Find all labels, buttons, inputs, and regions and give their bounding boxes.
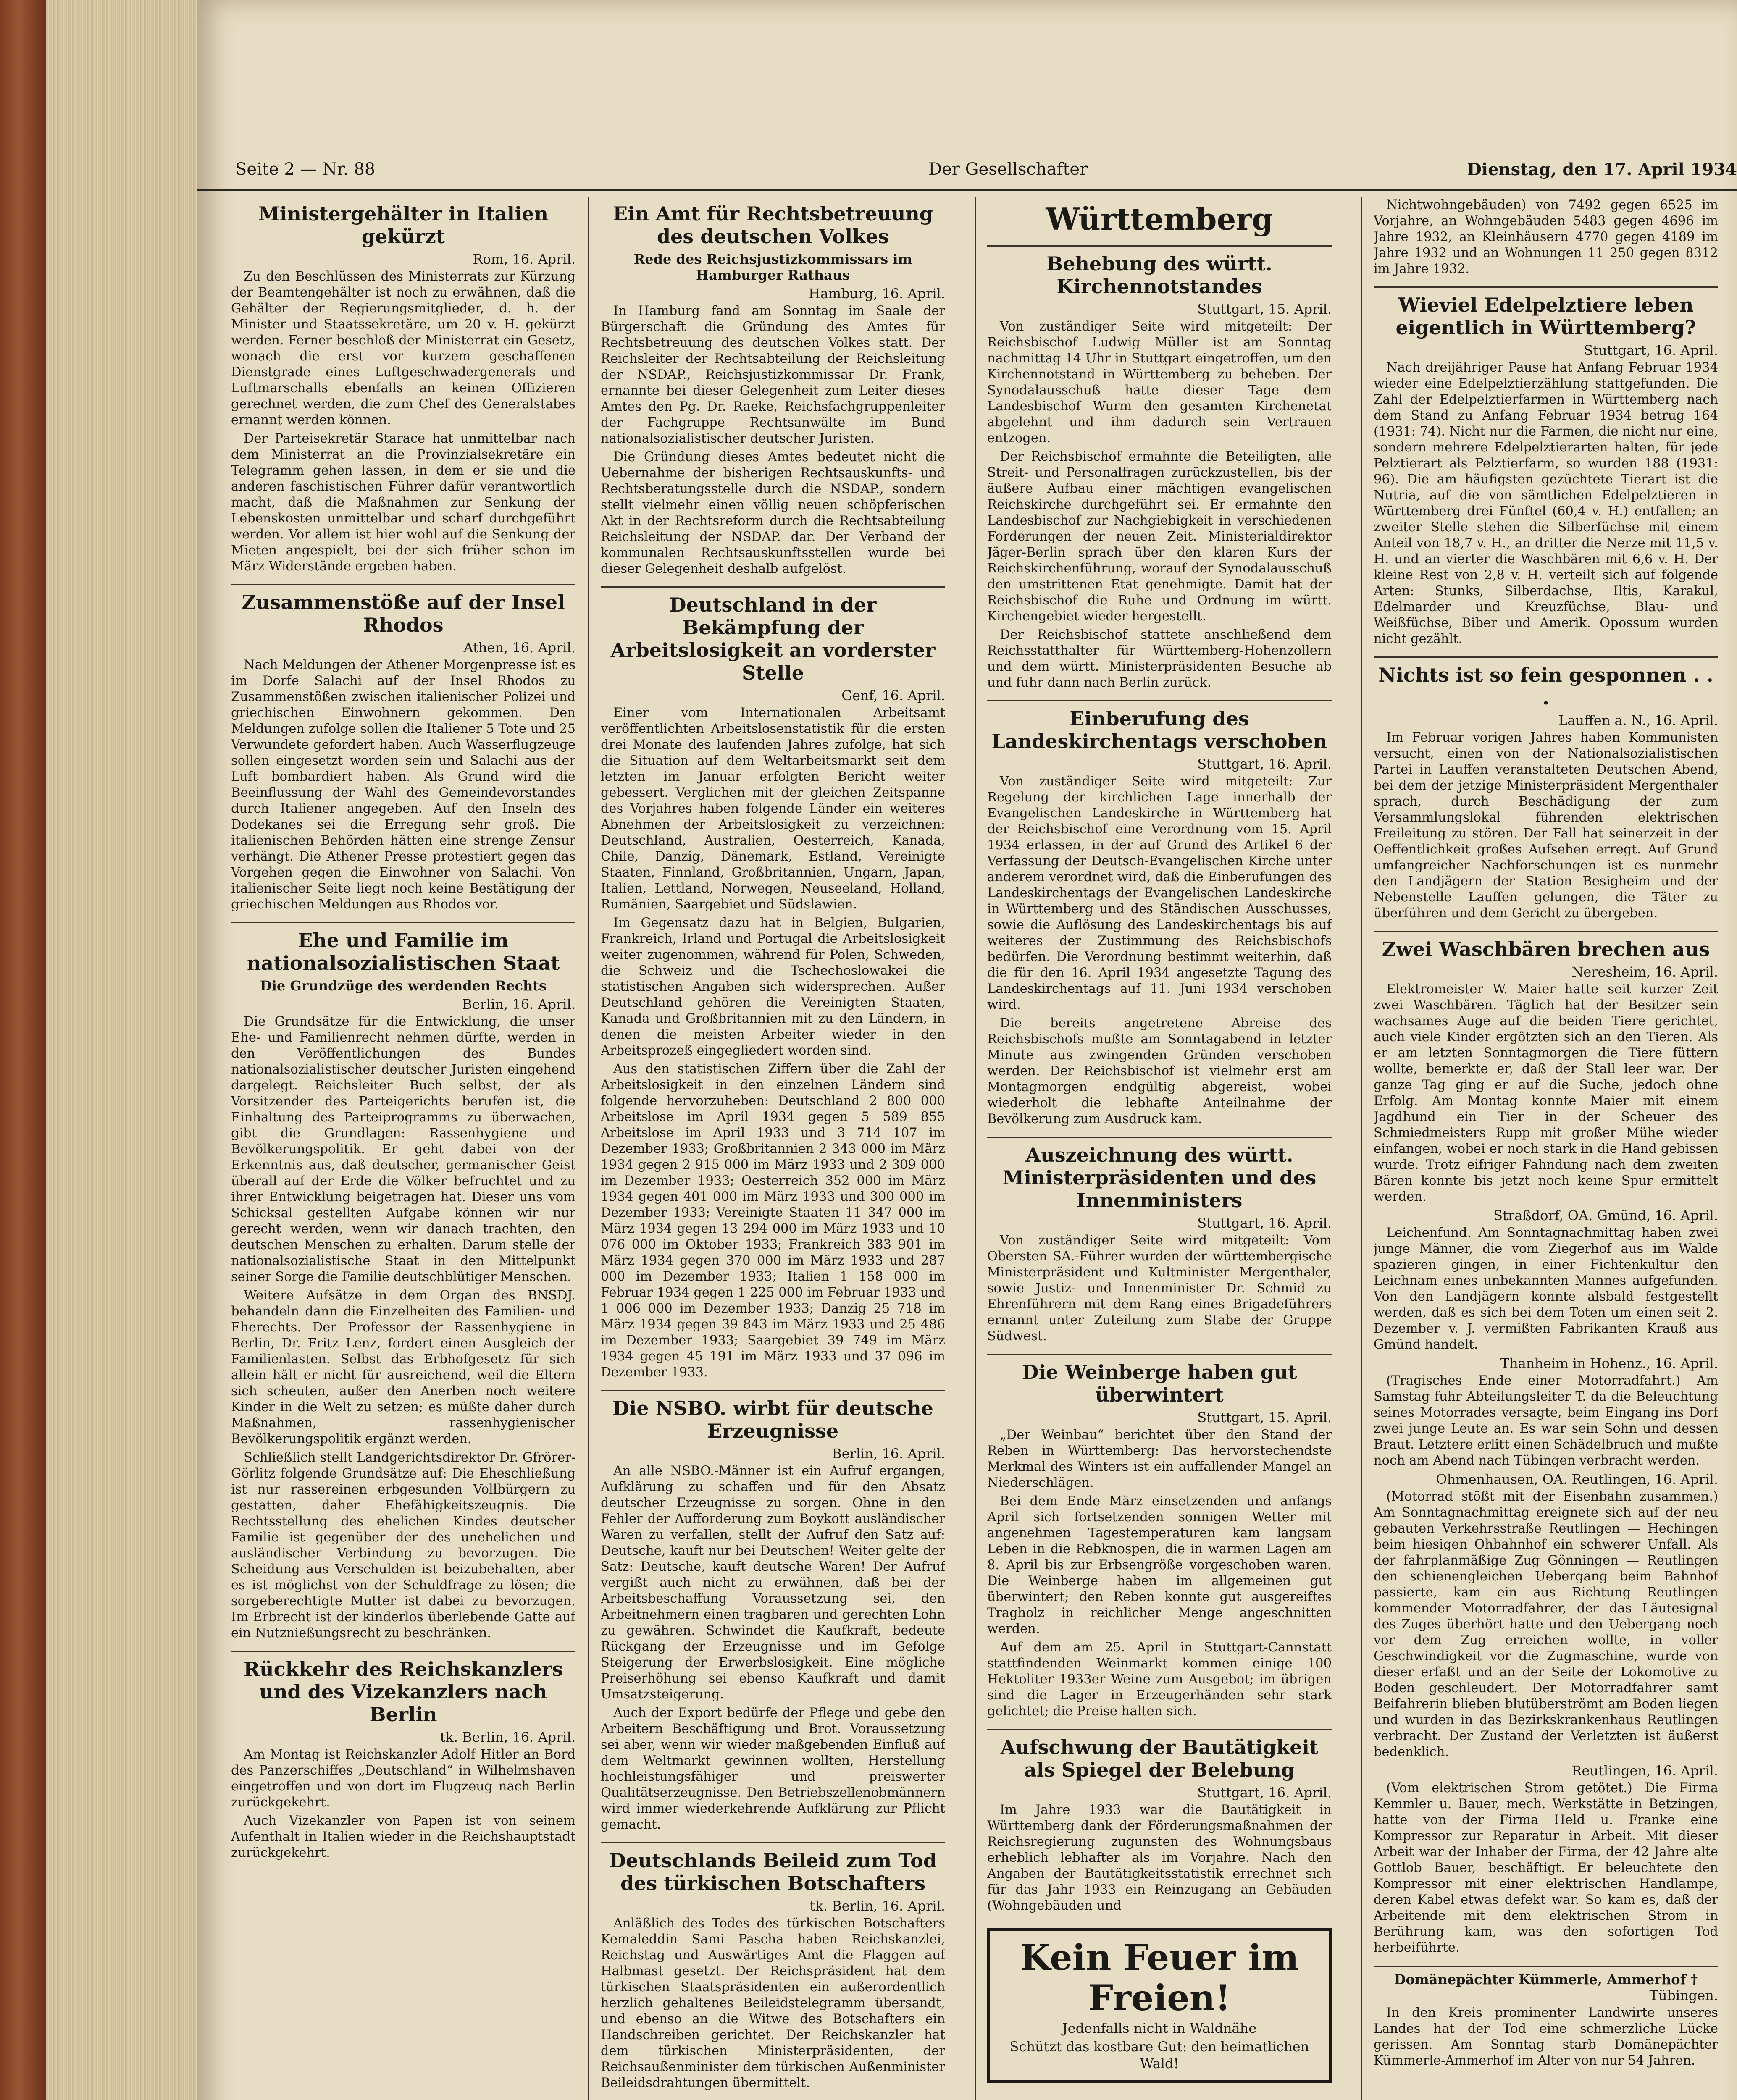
paragraph: Weitere Aufsätze in dem Organ des BNSDJ. behandeln dann die Einzelheiten des Familien- und Eherechts. Der Professor der Rassenhygiene in Berlin, Dr. Fritz Lenz, fordert einen Ausgleich der Familienlasten. Selbst das Erbhofgesetz für sich allein hält er nicht für ausreichend, weil die Eltern sich scheuten, außer den Anerben noch weitere Kinder in die Welt zu setzen; es müßte daher durch Maßnahmen, rassenhygienischer Bevölkerungspolitik ergänzt werden. (231, 1288, 575, 1446)
column-2 (601, 197, 945, 2100)
article (1374, 664, 1718, 921)
article (1374, 1763, 1718, 1956)
article-separator (987, 700, 1332, 701)
paragraph: Nach dreijähriger Pause hat Anfang Februar 1934 wieder eine Edelpelztierzählung stattgefunden. Die Zahl der Edelpelztierfarmen in Württemberg nach dem Stand zu Anfang Februar 1934 betrug 164 (1931: 74). Nicht nur die Farmen, die nicht nur eine, sondern mehrere Edelpelztierarten halten, für jede Pelztierart als Pelztierfarm, so wurden 188 (1931: 96). Die am häufigsten gezüchtete Tierart ist die Nutria, auf die von sämtlichen Edelpelztieren in Württemberg drei Fünftel (60,4 v. H.) entfallen; an zweiter Stelle stehen die Silberfüchse mit einem Anteil von 18,7 v. H., an dritter die Nerze mit 11,5 v. H. und an vierter die Waschbären mit 6,6 v. H. Der kleine Rest von 2,8 v. H. verteilt sich auf folgende Arten: Stunks, Silberdachse, Iltis, Karakul, Edelmarder und Kreuzfüchse, Blau- und Weißfüchse, Biber und Amerik. Opossum wurden nicht gezählt. (1374, 360, 1718, 646)
column-3 (987, 197, 1332, 2100)
dateline: Hamburg, 16. April. (808, 286, 945, 302)
article (231, 202, 575, 575)
article (231, 929, 575, 1641)
article (601, 1849, 945, 2091)
paragraph: „Der Weinbau“ berichtet über den Stand der Reben in Württemberg: Das hervorstechendste Merkmal des Winters ist ein auffallender Mangel an Niederschlägen. (987, 1428, 1332, 1490)
article-separator (987, 1137, 1332, 1138)
column-rule (1361, 197, 1362, 2100)
paragraph: Leichenfund. Am Sonntagnachmittag haben zwei junge Männer, die vom Ziegerhof aus im Walde spazieren gingen, in einer Fichtenkultur den Leichnam eines unbekannten Mannes aufgefunden. Von den Landjägern konnte alsbald festgestellt werden, daß es sich bei dem Toten um einen seit 2. Dezember v. J. vermißten Fabrikanten Krauß aus Gmünd handelt. (1374, 1226, 1718, 1352)
article-headline: Behebung des württ. Kirchennotstandes (1046, 252, 1272, 298)
dateline: Stuttgart, 16. April. (1197, 756, 1332, 772)
column-4 (1374, 197, 1718, 2100)
dateline: Genf, 16. April. (841, 688, 945, 704)
paragraph: Bei dem Ende März einsetzenden und anfangs April sich fortsetzenden sonnigen Wetter mit angenehmen Tagestemperaturen kam langsam Leben in die Rebknospen, die in warmen Lagen am 8. April bis zur Erbsengröße vorgeschoben waren. Die Weinberge haben im allgemeinen gut überwintert; den Reben konnte gut ausgereiftes Tragholz in reichlicher Menge angeschnitten werden. (987, 1494, 1332, 1636)
paragraph: Der Reichsbischof ermahnte die Beteiligten, alle Streit- und Personalfragen zurückzustellen, bis der äußere Aufbau einer mächtigen evangelischen Reichskirche durchgeführt sei. Er ermahnte den Landesbischof zur Nachgiebigkeit in verschiedenen Forderungen der neuen Zeit. Ministerialdirektor Jäger-Berlin sprach über den klaren Kurs der Reichskirchenführung, worauf der Synodalausschuß den umstrittenen Etat genehmigte. Damit hat der Reichsbischof die Ruhe und Ordnung im württ. Kirchengebiet wieder hergestellt. (987, 449, 1332, 624)
article (231, 591, 575, 913)
paragraph: Am Montag ist Reichskanzler Adolf Hitler an Bord des Panzerschiffes „Deutschland“ in Wilhelmshaven eingetroffen und von dort im Flugzeug nach Berlin zurückgekehrt. (231, 1747, 575, 1810)
article-headline: Zusammenstöße auf der Insel Rhodos (242, 591, 565, 636)
paragraph: (Vom elektrischen Strom getötet.) Die Firma Kemmler u. Bauer, mech. Werkstätte in Betzingen, hatte von der Firma Held u. Franke eine Kompressor zur Reparatur in Arbeit. Mit dieser Arbeit war der Inhaber der Firma, der 42 Jahre alte Gottlob Bauer, beschäftigt. Er beleuchtete den Kompressor mit einer elektrischen Handlampe, deren Kabel etwas defekt war. So kam es, daß der Arbeitende mit dem elektrischen Strom in Berührung kam, was den sofortigen Tod herbeiführte. (1374, 1781, 1718, 1955)
article-separator (1374, 286, 1718, 288)
dateline: Stuttgart, 16. April. (1197, 1785, 1332, 1801)
column-rule (975, 197, 976, 2100)
paragraph: An alle NSBO.-Männer ist ein Aufruf ergangen, Aufklärung zu schaffen und für den Absatz deutscher Erzeugnisse zu sorgen. Ohne in den Fehler der Aufforderung zum Boykott ausländischer Waren zu verfallen, stellt der Aufruf den Satz auf: Deutsche, kauft nur bei Deutschen! Weiter gelte der Satz: Deutsche, kauft deutsche Waren! Der Aufruf vergißt auch nicht zu erwähnen, daß bei der Arbeitsbeschaffung Voraussetzung sei, den Arbeitnehmern einen tragbaren und gerechten Lohn zu gewähren. Schwindet die Kaufkraft, bedeute Rückgang der Erzeugnisse und im Gefolge Steigerung der Erwerbslosigkeit. Eine mögliche Preiserhöhung sei ebenso Kaufkraft und damit Umsatzsteigerung. (601, 1464, 945, 1702)
article (601, 202, 945, 577)
article-separator (987, 245, 1332, 247)
dateline: Stuttgart, 16. April. (1584, 342, 1718, 358)
dateline: Neresheim, 16. April. (1571, 964, 1718, 980)
paragraph: In Hamburg fand am Sonntag im Saale der Bürgerschaft die Gründung des Amtes für Rechtsbetreuung des deutschen Volkes statt. Der Reichsleiter der Rechtsabteilung der Reichsleitung der NSDAP., Reichsjustizkommissar Dr. Frank, ernannte bei dieser Gelegenheit zum Leiter dieses Amtes den Pg. Dr. Raeke, Reichsfachgruppenleiter der Fachgruppe Rechtsanwälte im Bund nationalsozialistischer deutscher Juristen. (601, 304, 945, 446)
paragraph: Aus den statistischen Ziffern über die Zahl der Arbeitslosigkeit in den einzelnen Ländern sind folgende hervorzuheben: Deutschland 2 800 000 Arbeitslose im April 1934 gegen 5 589 855 Arbeitslose im April 1933 und 3 714 107 im Dezember 1933; Großbritannien 2 343 000 im März 1934 gegen 2 915 000 im März 1933 und 2 309 000 im Dezember 1933; Oesterreich 352 000 im März 1934 gegen 401 000 im März 1933 und 300 000 im Dezember 1933; Vereinigte Staaten 11 347 000 im März 1934 gegen 13 294 000 im März 1933 und 10 076 000 im Oktober 1933; Frankreich 383 901 im März 1934 gegen 370 000 im März 1933 und 287 000 im Dezember 1933; Italien 1 158 000 im Februar 1934 gegen 1 225 000 im Februar 1933 und 1 006 000 im Dezember 1933; Danzig 25 718 im März 1934 gegen 39 843 im März 1933 und 25 486 im Dezember 1933; Saargebiet 39 749 im März 1934 gegen 45 191 im März 1933 und 37 096 im Dezember 1933. (601, 1062, 945, 1380)
article-headline: Die Weinberge haben gut überwintert (1022, 1361, 1297, 1406)
book-spine (0, 0, 46, 2100)
article-separator (1374, 931, 1718, 932)
column-1 (231, 197, 575, 2100)
article-headline: Deutschlands Beileid zum Tod des türkischen Botschafters (609, 1849, 937, 1895)
dateline: Berlin, 16. April. (462, 996, 575, 1012)
dateline: Stuttgart, 16. April. (1197, 1215, 1332, 1231)
columns (231, 197, 1737, 2100)
article (987, 707, 1332, 1127)
dateline: Stuttgart, 15. April. (1197, 1410, 1332, 1425)
article (1374, 1208, 1718, 1353)
notice-line: Schützt das kostbare Gut: den heimatlichen Wald! (1009, 2039, 1309, 2071)
paragraph: Elektromeister W. Maier hatte seit kurzer Zeit zwei Waschbären. Täglich hat der Besitzer sein wachsames Auge auf die beiden Tiere gerichtet, auch viele Kinder ergötzten sich an den Tieren. Als er am letzten Sonntagmorgen die Tiere füttern wollte, bemerkte er, daß der Stall leer war. Der ganze Tag ging er auf die Suche, jedoch ohne Erfolg. Am Montag konnte Maier mit einem Jagdhund ein Tier in der Scheuer des Schmiedmeisters Rupp mit großer Mühe wieder einfangen, wobei er noch stark in die Hand gebissen wurde. Trotz eifriger Fahndung nach dem zweiten Bären konnte bis jetzt noch keine Spur ermittelt werden. (1374, 982, 1718, 1204)
article-separator (987, 1729, 1332, 1730)
article-separator (601, 1390, 945, 1391)
article-headline: Ein Amt für Rechtsbetreuung des deutschen Volkes (613, 202, 933, 248)
article (231, 1658, 575, 1861)
article (601, 1397, 945, 1833)
page-stack-edge (46, 0, 197, 2100)
paragraph: Die Gründung dieses Amtes bedeutet nicht die Uebernahme der bisherigen Rechtsauskunfts- und Rechtsberatungsstelle durch die NSDAP., sondern stellt vielmehr einen völlig neuen schöpferischen Akt in der Rechtsreform durch die Rechtsabteilung Reichsleitung der NSDAP. dar. Der Verband der kommunalen Rechtsauskunftsstellen wurde bei dieser Gelegenheit deshalb aufgelöst. (601, 450, 945, 576)
paragraph: (Tragisches Ende einer Motorradfahrt.) Am Samstag fuhr Abteilungsleiter T. da die Beleuchtung seines Motorrades versagte, beim Eingang ins Dorf zwei junge Leute an. Es war sein Sohn und dessen Braut. Letztere erlitt einen Schädelbruch und mußte noch am Abend nach Tübingen verbracht werden. (1374, 1373, 1718, 1468)
section-title: Württemberg (1046, 201, 1273, 237)
dateline: Thanheim in Hohenz., 16. April. (1500, 1355, 1718, 1371)
paragraph: Die Grundsätze für die Entwicklung, die unser Ehe- und Familienrecht nehmen dürfte, werden in den Veröffentlichungen des Bundes nationalsozialistischer deutscher Juristen eingehend dargelegt. Reichsleiter Buch selbst, der als Vorsitzender des Parteigerichts berufen ist, die Einhaltung des Parteiprogramms zu überwachen, gibt die Grundlagen: Rassenhygiene und Bevölkerungspolitik. Er geht dabei von der Erkenntnis aus, daß deutscher, germanischer Geist überall auf der Erde die Völker befruchtet und zu ihrer Entwicklung beigetragen hat. Dieser uns vom Schicksal gestellten Aufgabe können wir nur gerecht werden, wenn wir danach trachten, den deutschen Menschen zu erhalten. Darum stelle der nationalsozialistische Staat in den Mittelpunkt seiner Sorge die Familie deutschblütiger Menschen. (231, 1014, 575, 1284)
article (601, 593, 945, 1381)
page-number: Seite 2 — Nr. 88 (235, 160, 376, 179)
article-headline: Nichts ist so fein gesponnen . . . (1378, 664, 1713, 709)
article-separator (987, 1354, 1332, 1355)
paragraph: Auch Vizekanzler von Papen ist von seinem Aufenthalt in Italien wieder in die Reichshauptstadt zurückgekehrt. (231, 1814, 575, 1860)
article (987, 202, 1332, 236)
paragraph: Auch der Export bedürfe der Pflege und gebe den Arbeitern Beschäftigung und Brot. Voraussetzung sei aber, wenn wir wieder maßgebenden Einfluß auf dem Weltmarkt gewinnen wollten, Herstellung hochleistungsfähiger und preiswerter Qualitätserzeugnisse. Den Betriebszellenobmännern wird immer wiederkehrende Aufklärung zur Pflicht gemacht. (601, 1706, 945, 1832)
article-headline: Rückkehr des Reichskanzlers und des Vizekanzlers nach Berlin (243, 1658, 563, 1726)
article-headline: Domänepächter Kümmerle, Ammerhof † (1394, 1971, 1698, 1987)
article-headline: Auszeichnung des württ. Ministerpräsidenten und des Innenministers (1002, 1144, 1317, 1212)
article-headline: Ehe und Familie im nationalsozialistischen Staat (247, 929, 560, 974)
article (987, 252, 1332, 691)
article (1374, 1966, 1718, 2069)
notice-box (987, 1928, 1332, 2083)
article-separator (231, 584, 575, 585)
paragraph: Zu den Beschlüssen des Ministerrats zur Kürzung der Beamtengehälter ist noch zu erwähnen, daß die Gehälter der Regierungsmitglieder, d. h. der Minister und Staatssekretäre, um 20 v. H. gekürzt werden. Ferner beschloß der Ministerrat ein Gesetz, wonach die erst vor kurzem geschaffenen Dienstgrade eines Luftgeschwadergenerals und Luftmarschalls ebenfalls an keinen Offizieren gerechnet werden, die zum Chef des Generalstabes ernannt werden können. (231, 269, 575, 428)
paragraph: Die bereits angetretene Abreise des Reichsbischofs mußte am Sonntagabend in letzter Minute aus zwingenden Gründen verschoben werden. Der Reichsbischof ist vielmehr erst am Montagmorgen endgültig abgereist, wobei wiederholt die lebhafte Anteilnahme der Bevölkerung zum Ausdruck kam. (987, 1016, 1332, 1126)
article-subheadline: Rede des Reichsjustizkommissars im Hamburger Rathaus (633, 251, 912, 283)
paragraph: Im Jahre 1933 war die Bautätigkeit in Württemberg dank der Förderungsmaßnahmen der Reichsregierung zugunsten des Wohnungsbaus erheblich lebhafter als im Vorjahre. Nach den Angaben der Bautätigkeitsstatistik errechnet sich für das Jahr 1933 ein Reinzugang an Gebäuden (Wohngebäuden und (987, 1803, 1332, 1913)
dateline: Berlin, 16. April. (832, 1446, 945, 1462)
notice-title: Kein Feuer im Freien! (1020, 1937, 1299, 2019)
paragraph: Von zuständiger Seite wird mitgeteilt: Der Reichsbischof Ludwig Müller ist am Sonntag nachmittag 14 Uhr in Stuttgart eingetroffen, um den Kirchennotstand in Württemberg zu beheben. Der Synodalausschuß hatte dieser Tage dem Landesbischof Wurm den gesamten Kirchenetat abgelehnt und ihm dadurch sein Vertrauen entzogen. (987, 319, 1332, 446)
article (1374, 197, 1718, 277)
article-headline: Wieviel Edelpelztiere leben eigentlich in Württemberg? (1395, 294, 1696, 339)
paragraph: Der Parteisekretär Starace hat unmittelbar nach dem Ministerrat an die Provinzialsekretäre ein Telegramm gehen lassen, in dem er sie und die anderen faschistischen Führer dafür verantwortlich macht, daß die Maßnahmen zur Senkung der Lebenskosten unmittelbar und scharf durchgeführt werden. Vor allem ist hier wohl auf die Senkung der Mieten angespielt, bei der sich früher schon im März Widerstände ergeben haben. (231, 431, 575, 574)
article-headline: Einberufung des Landeskirchentags verschoben (991, 707, 1327, 753)
article (987, 1361, 1332, 1719)
paragraph: Von zuständiger Seite wird mitgeteilt: Zur Regelung der kirchlichen Lage innerhalb der Evangelischen Landeskirche in Württemberg hat der Reichsbischof eine Verordnung vom 15. April 1934 erlassen, in der auf Grund des Artikel 6 der Verfassung der Deutsch-Evangelischen Kirche unter anderem verordnet wird, daß die Einberufungen des Landeskirchentags der Evangelischen Landeskirche in Württemberg und des Ständischen Ausschusses, sowie die Auflösung des Landeskirchentags bis auf weiteres der Zustimmung des Reichsbischofs bedürfen. Die Verordnung bestimmt weiterhin, daß die für den 16. April 1934 angesetzte Tagung des Landeskirchentags auf 11. Juni 1934 verschoben wird. (987, 774, 1332, 1012)
article-headline: Ministergehälter in Italien gekürzt (258, 202, 549, 248)
paragraph: In den Kreis prominenter Landwirte unseres Landes hat der Tod eine schmerzliche Lücke gerissen. Am Sonntag starb Domänepächter Kümmerle-Ammerhof im Alter von nur 54 Jahren. (1374, 2006, 1718, 2068)
dateline: Reutlingen, 16. April. (1571, 1763, 1718, 1779)
article-headline: Zwei Waschbären brechen aus (1382, 938, 1710, 961)
paragraph: (Motorrad stößt mit der Eisenbahn zusammen.) Am Sonntagnachmittag ereignete sich auf der neu gebauten Verkehrsstraße Reutlingen — Hechingen beim hiesigen Ohbahnhof ein schwerer Unfall. Als der fahrplanmäßige Zug Gönningen — Reutlingen den schienengleichen Uebergang beim Bahnhof passierte, kam ein aus Richtung Reutlingen kommender Motorradfahrer, der das Läutesignal des Zuges überhört hatte und den Uebergang noch vor dem Zug erreichen wollte, in voller Geschwindigkeit vor die Zugmaschine, wurde von dieser erfaßt und an der Seite der Lokomotive zu Boden geschleudert. Der Motorradfahrer samt Beifahrerin blieben blutüberströmt am Boden liegen und wurden in das Bezirkskrankenhaus Reutlingen verbracht. Der Zustand der Verletzten ist äußerst bedenklich. (1374, 1489, 1718, 1759)
paragraph: Schließlich stellt Landgerichtsdirektor Dr. Gfrörer-Görlitz folgende Grundsätze auf: Die Eheschließung ist nur rassereinen erbgesunden Vollbürgern zu gestatten, daher Ehefähigkeitszeugnis. Die Rechtsstellung des ehelichen Kindes deutscher Familie ist gegenüber der des unehelichen und ausländischer Verbindung zu bevorzugen. Die Scheidung aus Verschulden ist beizubehalten, aber es ist möglichst von der Schuldfrage zu lösen; die sorgeberechtigte Mutter ist dabei zu bevorzugen. Im Erbrecht ist der kinderlos überlebende Gatte auf ein Nutznießungsrecht zu beschränken. (231, 1450, 575, 1641)
article-separator (601, 1842, 945, 1843)
dateline: tk. Berlin, 16. April. (440, 1729, 575, 1745)
article (1374, 294, 1718, 647)
masthead-title: Der Gesellschafter (928, 160, 1088, 179)
article (1374, 938, 1718, 1205)
article (1374, 1471, 1718, 1760)
paragraph: Auf dem am 25. April in Stuttgart-Cannstatt stattfindenden Weinmarkt kommen einige 100 Hektoliter 1933er Weine zum Ausgebot; im übrigen sind die Lager in Erzeugerhänden sehr stark gelichtet; die Preise halten sich. (987, 1640, 1332, 1719)
paragraph: Nichtwohngebäuden) von 7492 gegen 6525 im Vorjahre, an Wohngebäuden 5483 gegen 4696 im Jahre 1932, an Kleinhäusern 4770 gegen 4189 im Jahre 1932 und an Wohnungen 11 250 gegen 8312 im Jahre 1932. (1374, 198, 1718, 276)
column-rule (588, 197, 589, 2100)
dateline: Stuttgart, 15. April. (1197, 301, 1332, 317)
dateline: Straßdorf, OA. Gmünd, 16. April. (1493, 1208, 1718, 1223)
page-header (197, 160, 1737, 191)
article-separator (1374, 656, 1718, 658)
paragraph: Von zuständiger Seite wird mitgeteilt: Vom Obersten SA.-Führer wurden der württembergische Ministerpräsident und Kultminister Mergenthaler, sowie Justiz- und Innenminister Dr. Schmid zu Ehrenführern mit dem Rang eines Brigadeführers ernannt unter Zuteilung zum Stabe der Gruppe Südwest. (987, 1233, 1332, 1344)
newspaper-page (197, 0, 1737, 2100)
dateline: Athen, 16. April. (463, 640, 575, 656)
dateline: Rom, 16. April. (473, 251, 575, 267)
article-headline: Die NSBO. wirbt für deutsche Erzeugnisse (612, 1397, 933, 1442)
paragraph: Im Gegensatz dazu hat in Belgien, Bulgarien, Frankreich, Irland und Portugal die Arbeitslosigkeit weiter zugenommen, während für Polen, Schweden, die Schweiz und die Tschechoslowakei die statistischen Angaben sich widersprechen. Außer Deutschland gehören die Vereinigten Staaten, Kanada und Großbritannien mit zu den Ländern, in denen die meisten Arbeiter wieder in den Arbeitsprozeß eingegliedert worden sind. (601, 916, 945, 1058)
paragraph: Im Februar vorigen Jahres haben Kommunisten versucht, einen von der Nationalsozialistischen Partei in Lauffen veranstalteten Deutschen Abend, bei dem der jetzige Ministerpräsident Mergenthaler sprach, durch Beschädigung der zum Versammlungslokal führenden elektrischen Freileitung zu stören. Der Fall hat seinerzeit in der Oeffentlichkeit großes Aufsehen erregt. Auf Grund umfangreicher Nachforschungen ist es nunmehr den Landjägern der Station Besigheim und der Nebenstelle Lauffen gelungen, die Täter zu überführen und dem Gericht zu übergeben. (1374, 730, 1718, 921)
dateline: tk. Berlin, 16. April. (809, 1898, 945, 1914)
article (1374, 1355, 1718, 1469)
article-separator (601, 586, 945, 588)
issue-date: Dienstag, den 17. April 1934 (1467, 160, 1737, 179)
article-headline: Aufschwung der Bautätigkeit als Spiegel der Belebung (1000, 1736, 1319, 1781)
paragraph: Einer vom Internationalen Arbeitsamt veröffentlichten Arbeitslosenstatistik für die ersten drei Monate des laufenden Jahres zufolge, hat sich die Situation auf dem Weltarbeitsmarkt seit dem letzten im Januar erfolgten Bericht weiter gebessert. Verglichen mit der gleichen Zeitspanne des Vorjahres haben folgende Länder ein weiteres Abnehmen der Arbeitslosigkeit zu verzeichnen: Deutschland, Australien, Oesterreich, Kanada, Chile, Danzig, Dänemark, Estland, Vereinigte Staaten, Finnland, Großbritannien, Ungarn, Japan, Italien, Lettland, Norwegen, Neuseeland, Holland, Rumänien, Saargebiet und Südslawien. (601, 706, 945, 912)
paragraph: Der Reichsbischof stattete anschließend dem Reichsstatthalter für Württemberg-Hohenzollern und dem württ. Ministerpräsidenten Besuche ab und fuhr dann nach Berlin zurück. (987, 627, 1332, 690)
dateline: Tübingen. (1649, 1987, 1718, 2003)
article-subheadline: Die Grundzüge des werdenden Rechts (260, 978, 547, 994)
article (987, 1736, 1332, 1914)
article-headline: Deutschland in der Bekämpfung der Arbeitslosigkeit an vorderster Stelle (610, 593, 936, 684)
article-separator (231, 1651, 575, 1652)
dateline: Lauffen a. N., 16. April. (1558, 712, 1718, 728)
article-separator (231, 922, 575, 923)
dateline: Ohmenhausen, OA. Reutlingen, 16. April. (1436, 1471, 1718, 1487)
notice-line: Jedenfalls nicht in Waldnähe (1062, 2020, 1257, 2036)
article (987, 1144, 1332, 1344)
paragraph: Nach Meldungen der Athener Morgenpresse ist es im Dorfe Salachi auf der Insel Rhodos zu Zusammenstößen zwischen italienischer Polizei und griechischen Einwohnern gekommen. Den Meldungen zufolge sollen die Italiener 5 Tote und 25 Verwundete gefordert haben. Auch Wasserflugzeuge sollen eingesetzt worden sein und Salachi aus der Luft bombardiert haben. Als Grund wird die Beeinflussung der Wahl des Gemeindevorstandes durch Italiener angegeben. Auf den Inseln des Dodekanes sei die Erregung sehr groß. Die italienischen Behörden hätten eine strenge Zensur verhängt. Die Athener Presse protestiert gegen das Vorgehen gegen die Einwohner von Salachi. Von italienischer Seite liegt noch keine Bestätigung der griechischen Meldungen aus Rhodos vor. (231, 658, 575, 912)
paragraph: Anläßlich des Todes des türkischen Botschafters Kemaleddin Sami Pascha haben Reichskanzlei, Reichstag und Auswärtiges Amt die Flaggen auf Halbmast gesetzt. Der Reichspräsident hat dem türkischen Staatspräsidenten ein außerordentlich herzlich gehaltenes Beileidstelegramm übersandt, und ebenso an die Witwe des Botschafters ein Handschreiben gerichtet. Der Reichskanzler hat dem türkischen Ministerpräsidenten, der Reichsaußenminister dem türkischen Außenminister Beileidsdrahtungen übermittelt. (601, 1916, 945, 2090)
